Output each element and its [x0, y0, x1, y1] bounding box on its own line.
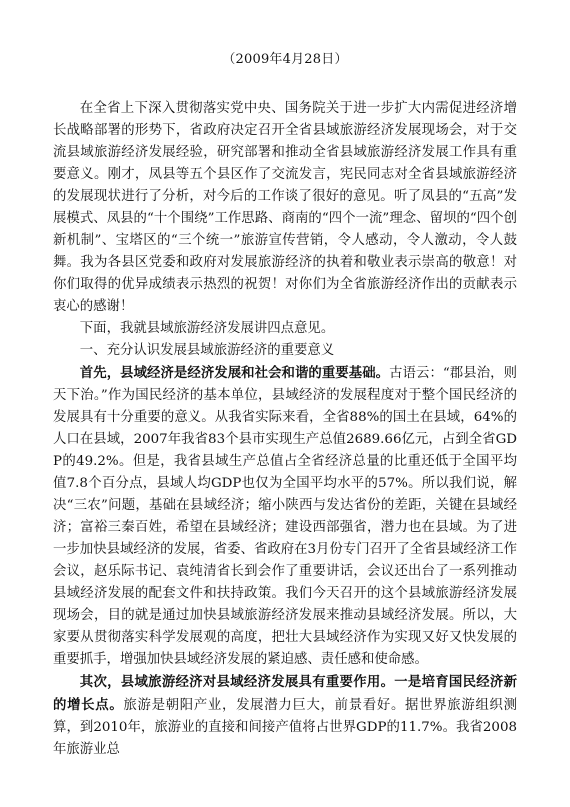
- paragraph-point-2: [53, 671, 517, 761]
- paragraph-point-1: [53, 362, 517, 671]
- document-body: [53, 98, 517, 761]
- paragraph-text: 下面，我就县域旅游经济发展讲四点意见。: [79, 321, 335, 336]
- point-lead-sentence: 首先，县域经济是经济发展和社会和谐的重要基础。: [79, 365, 390, 381]
- section-heading: [53, 340, 517, 362]
- paragraph-outline: [53, 318, 517, 340]
- speech-date: （2009年4月28日）: [222, 52, 348, 67]
- paragraph-text: 古语云：“郡县治，则天下治。”作为国民经济的基本单位，县域经济的发展程度对于整个国民经济的发展具有十分重要的意义。从我省实际来看，全省88%的国土在县域，64%的人口在县域，2007年我省83个县市实现生产总值2689.66亿元，占到全省GDP的49.2%。但是，我省县域生产总值占全省经济总量的比重还低于全国平均值7.8个百分点，县域人均GDP也仅为全国平均水平的57%。所以我们说，解决“三农”问题，基础在县域经济；缩小陕西与发达省份的差距，关键在县域经济；富裕三秦百姓，希望在县域经济；建设西部强省，潜力也在县域。为了进一步加快县域经济的发展，省委、省政府在3月份专门召开了全省县域经济工作会议，赵乐际书记、袁纯清省长到会作了重要讲话，会议还出台了一系列推动县域经济发展的配套文件和扶持政策。我们今天召开的这个县域旅游经济发展现场会，目的就是通过加快县域旅游经济发展来推动县域经济发展。所以，大家要从贯彻落实科学发展观的高度，把壮大县域经济作为实现又好又快发展的重要抓手，增强加快县域经济发展的紧迫感、责任感和使命感。: [53, 366, 517, 667]
- paragraph-intro: [53, 98, 517, 318]
- paragraph-text: 在全省上下深入贯彻落实党中央、国务院关于进一步扩大内需促进经济增长战略部署的形势下，省政府决定召开全省县域旅游经济发展现场会，对于交流县域旅游经济发展经验，研究部署和推动全省县域旅游经济发展工作具有重要意义。刚才，凤县等五个县区作了交流发言，宪民同志对全省县域旅游经济的发展现状进行了分析，对今后的工作谈了很好的意见。听了凤县的“五高”发展模式、凤县的“十个围绕”工作思路、商南的“四个一流”理念、留坝的“四个创新机制”、宝塔区的“三个统一”旅游宣传营销，令人感动，令人激动，令人鼓舞。我为各县区党委和政府对发展旅游经济的执着和敬业表示崇高的敬意！对你们取得的优异成绩表示热烈的祝贺！对你们为全省旅游经济作出的贡献表示衷心的感谢！: [53, 101, 517, 314]
- point-lead-sentence: 其次，县域旅游经济对县域经济发展具有重要作用。一是培育国民经济新的增长点。: [53, 674, 517, 713]
- section-heading-text: 一、充分认识发展县域旅游经济的重要意义: [79, 343, 335, 358]
- paragraph-text: 旅游是朝阳产业，发展潜力巨大，前景看好。据世界旅游组织测算，到2010年，旅游业的直接和间接产值将占世界GDP的11.7%。我省2008年旅游业总: [53, 698, 518, 757]
